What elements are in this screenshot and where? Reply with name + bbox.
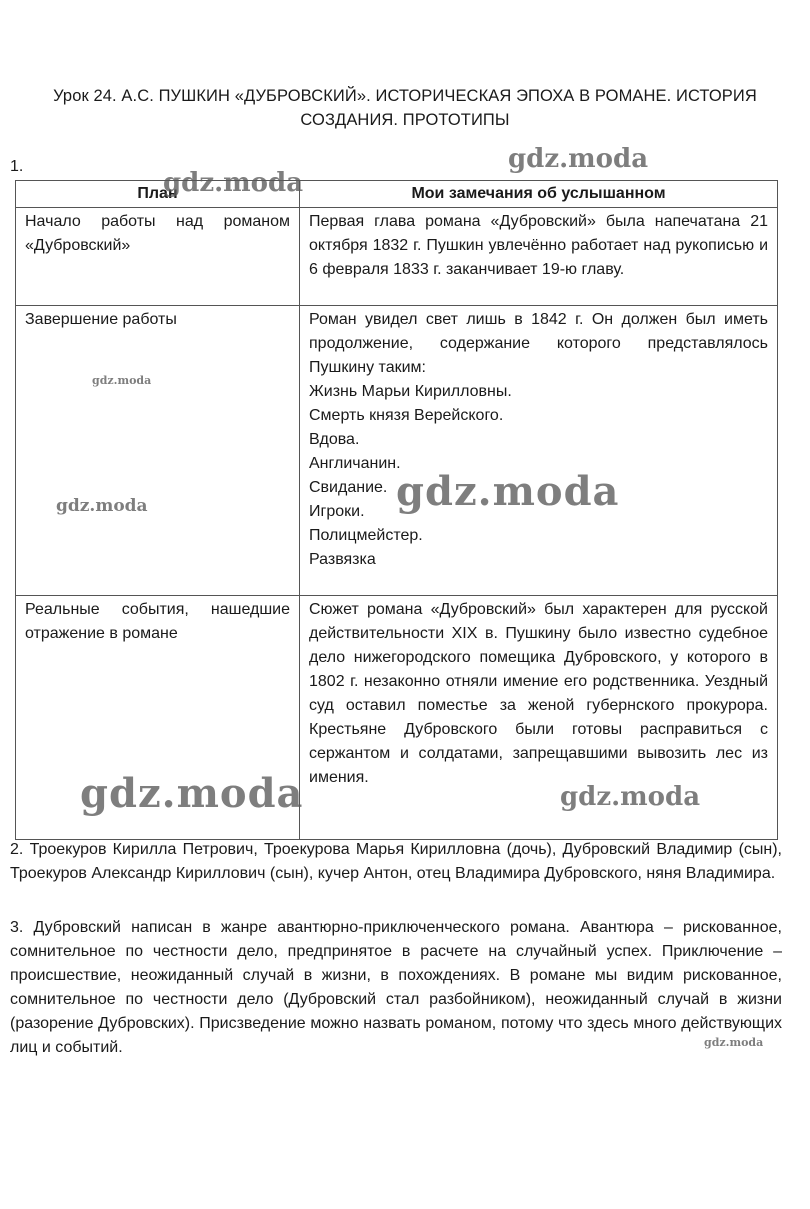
list-item: Свидание. [309,479,388,496]
row2-notes-intro: Роман увидел свет лишь в 1842 г. Он должен был иметь продолжение, содержание которого представлялось Пушкину таким: [309,311,768,376]
list-item: Полицмейстер. [309,527,423,544]
table-header-row [16,181,778,208]
watermark-logo: gdz.moda [508,144,649,174]
list-item: Англичанин. [309,455,401,472]
row3-notes: Сюжет романа «Дубровский» был характерен для русской действительности XIX в. Пушкину было известно судебное дело нижегородского помещика Дубровского, у которого в 1802 г. незаконно отняли имение его родственника. Уездный суд оставил поместье за женой губернского прокурора. Крестьяне Дубровского были готовы расправиться с сержантом и солдатами, запрещавшими вывозить лес из имения. [300,596,778,840]
list-item: Смерть князя Верейского. [309,407,504,424]
watermark-logo: gdz.moda [92,374,152,387]
table-row [16,306,778,596]
row1-plan: Начало работы над романом «Дубровский» [16,208,300,306]
lesson-title: Урок 24. А.С. ПУШКИН «ДУБРОВСКИЙ». ИСТОРИЧЕСКАЯ ЭПОХА В РОМАНЕ. ИСТОРИЯ СОЗДАНИЯ. ПРОТОТИПЫ [53,87,757,129]
watermark-logo: gdz.moda [396,468,620,515]
watermark-logo: gdz.moda [560,782,701,812]
task1-number: 1. [10,158,24,175]
header-plan: План [16,181,300,208]
list-item: Вдова. [309,431,360,448]
row2-notes [300,306,778,596]
watermark-logo: gdz.moda [163,168,304,198]
task3-answer: 3. Дубровский написан в жанре авантюрно-приключенческого романа. Авантюра – рискованное, сомнительное по честности дело, предпринятое в расчете на случайный успех. Приключение – происшествие, неожиданный случай в жизни, в похождениях. В романе мы видим рискованное, сомнительное по честности дело (Дубровский стал разбойником), неожиданный случай в жизни (разорение Дубровских). Присзведение можно назвать романом, потому что здесь много действующих лиц и событий. [10,919,782,1056]
list-item: Игроки. [309,503,365,520]
row2-plan: Завершение работы [16,306,300,596]
row3-plan: Реальные события, нашедшие отражение в романе [16,596,300,840]
row1-notes: Первая глава романа «Дубровский» была напечатана 21 октября 1832 г. Пушкин увлечённо работает над рукописью и 6 февраля 1833 г. заканчивает 19-ю главу. [300,208,778,306]
table-row [16,208,778,306]
watermark-logo: gdz.moda [704,1036,764,1049]
list-item: Развязка [309,551,376,568]
list-item: Жизнь Марьи Кирилловны. [309,383,512,400]
header-notes: Мои замечания об услышанном [300,181,778,208]
task2-answer: 2. Троекуров Кирилла Петрович, Троекурова Марья Кирилловна (дочь), Дубровский Владимир (сын), Троекуров Александр Кириллович (сын), кучер Антон, отец Владимира Дубровского, няня Владимира. [10,841,782,882]
watermark-logo: gdz.moda [56,496,148,516]
watermark-logo: gdz.moda [80,770,304,817]
